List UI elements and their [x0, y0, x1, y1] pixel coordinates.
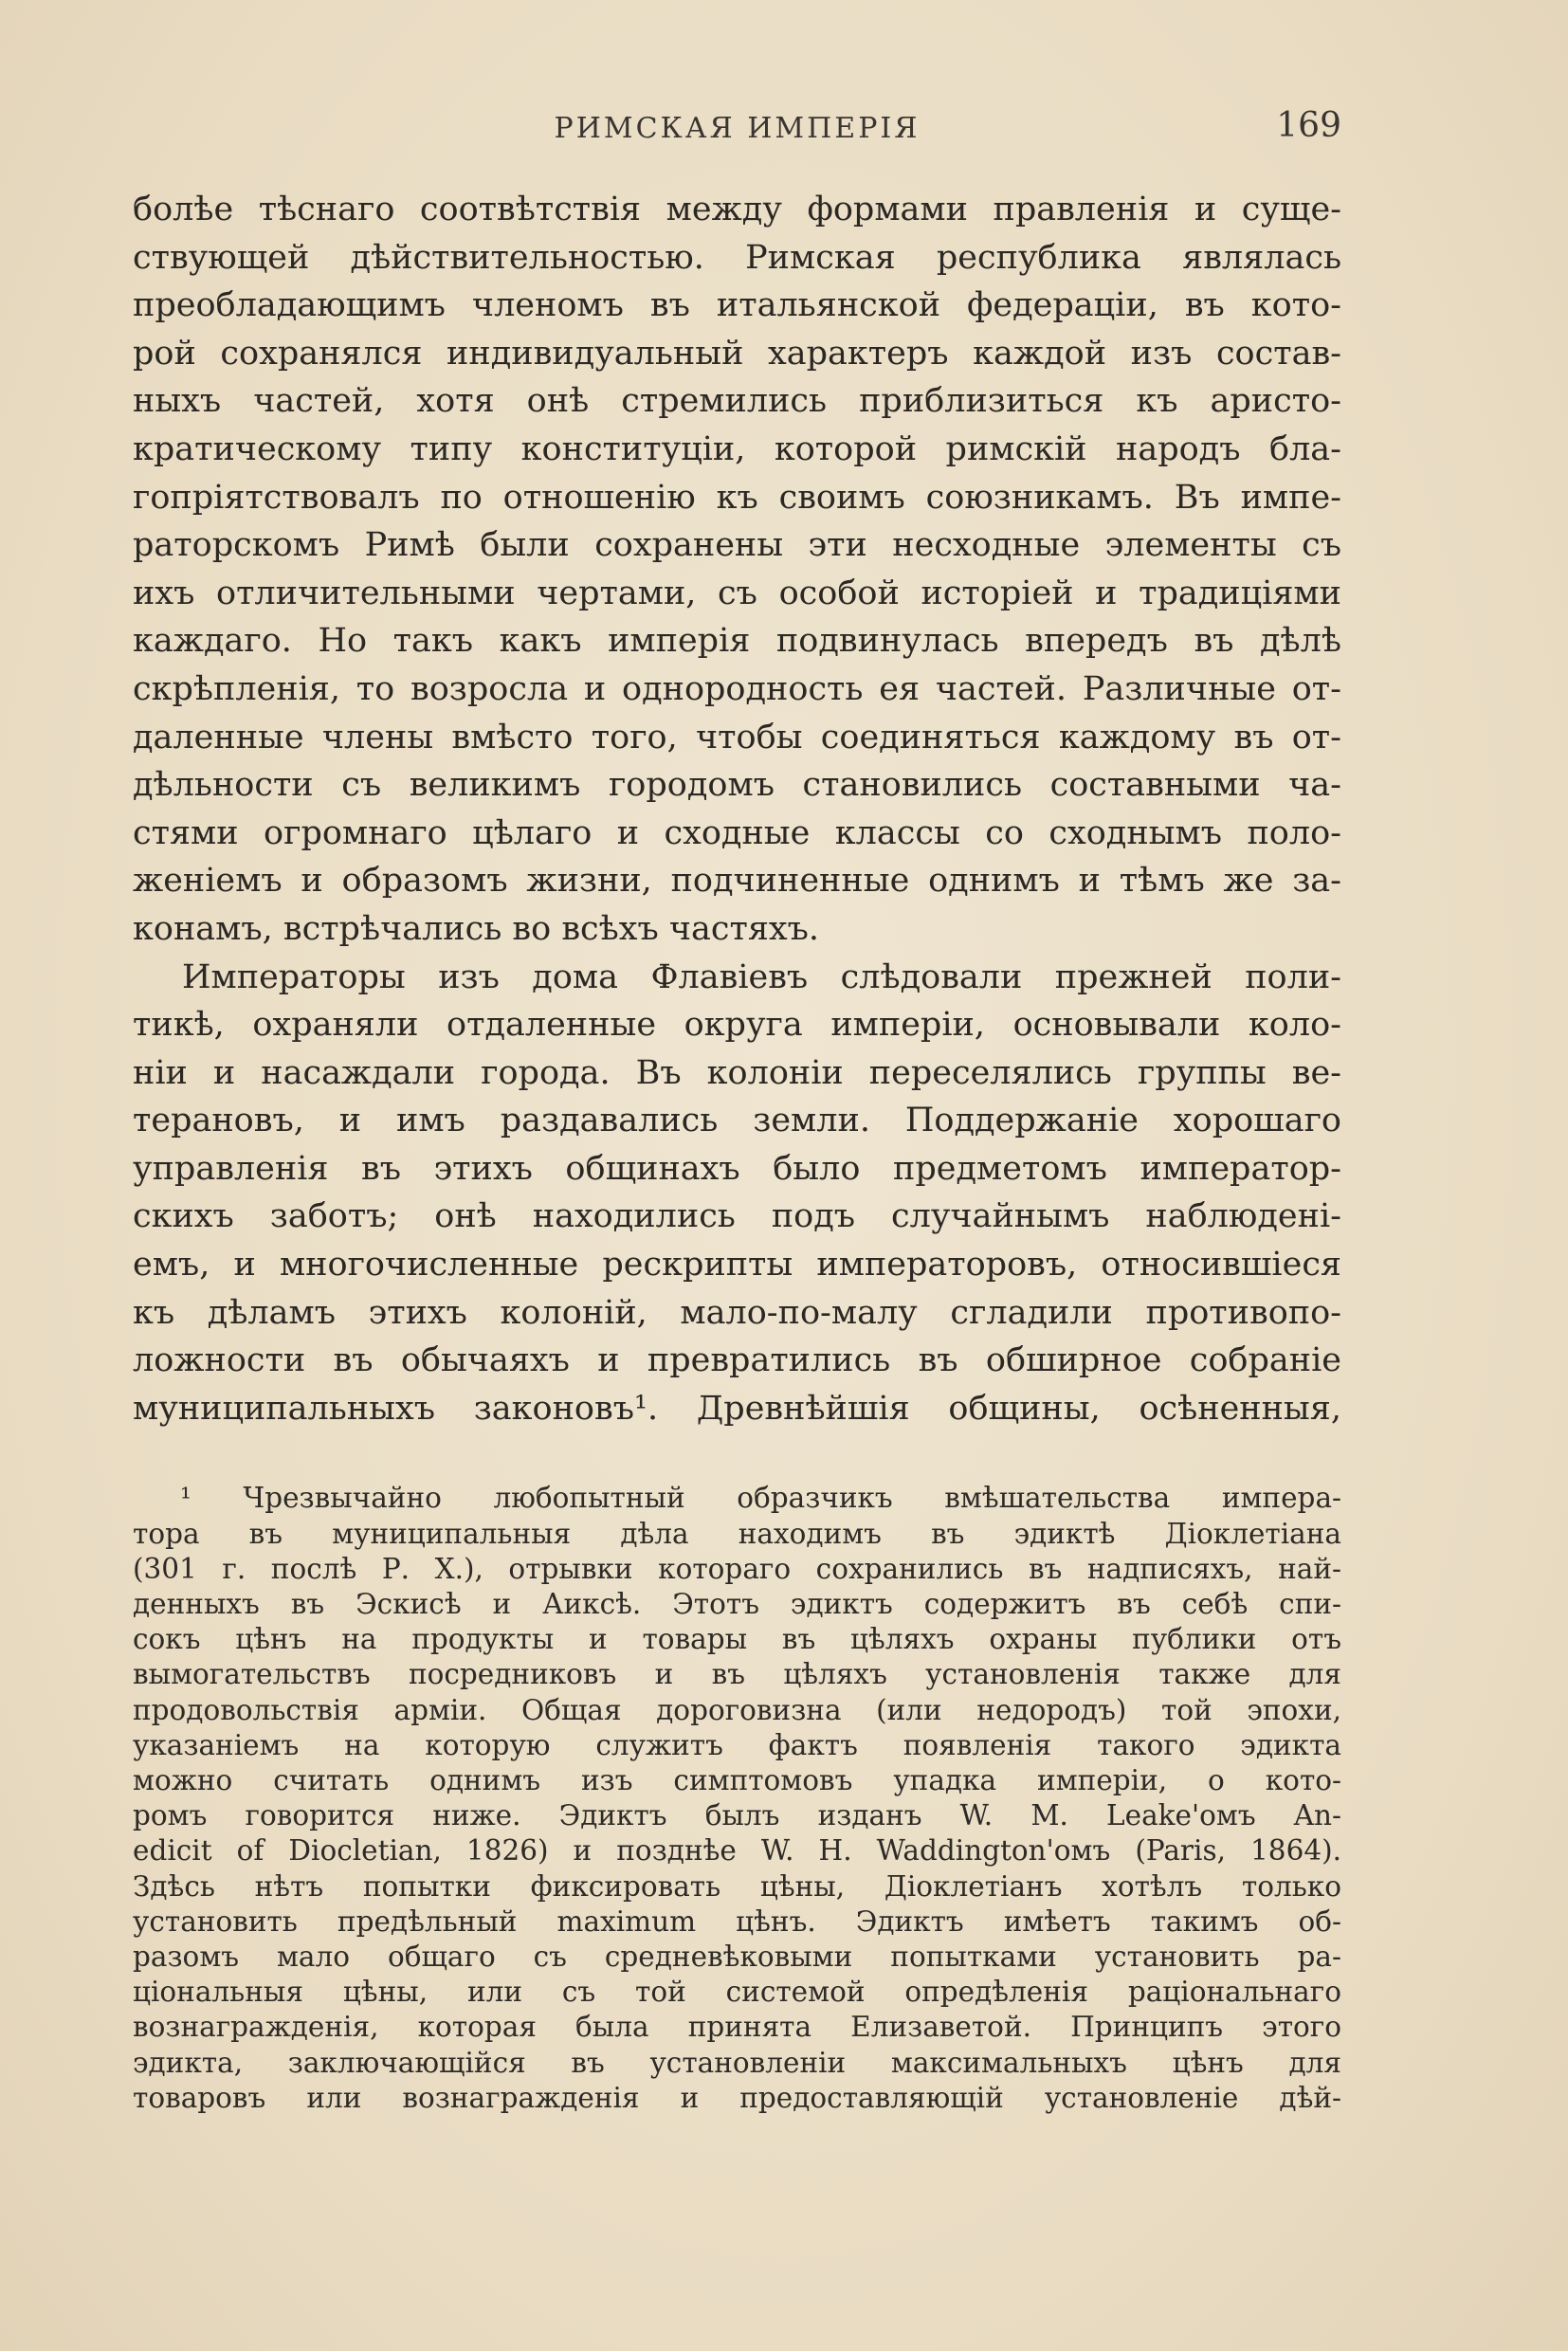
text-line: терановъ, и имъ раздавались земли. Поддержаніе хорошаго — [133, 1102, 1341, 1140]
footnote-line: Здѣсь нѣтъ попытки фиксировать цѣны, Діоклетіанъ хотѣлъ только — [133, 1869, 1341, 1903]
book-page — [133, 102, 1341, 2116]
text-line: даленные члены вмѣсто того, чтобы соединяться каждому въ от- — [133, 718, 1341, 756]
running-title: РИМСКАЯ ИМПЕРІЯ — [554, 112, 921, 145]
page-number: 169 — [1276, 106, 1341, 145]
running-head — [133, 102, 1341, 159]
footnote-line: ціональныя цѣны, или съ той системой опредѣленія раціональнаго — [133, 1976, 1341, 2009]
main-text — [133, 186, 1341, 1432]
text-line: скрѣпленія, то возросла и однородность ея частей. Различные от- — [133, 669, 1341, 708]
footnote-line: вымогательствъ посредниковъ и въ цѣляхъ установленія также для — [133, 1658, 1341, 1691]
text-line: каждаго. Но такъ какъ имперія подвинулась впередъ въ дѣлѣ — [133, 622, 1341, 661]
text-line: скихъ заботъ; онѣ находились подъ случайнымъ наблюдені- — [133, 1197, 1341, 1236]
footnote-line: (301 г. послѣ Р. Х.), отрывки котораго сохранились въ надписяхъ, най- — [133, 1552, 1341, 1585]
text-line: раторскомъ Римѣ были сохранены эти несходные элементы съ — [133, 526, 1341, 565]
footnote — [133, 1481, 1341, 2116]
text-line: емъ, и многочисленные рескрипты императоровъ, относившіеся — [133, 1246, 1341, 1285]
text-line: преобладающимъ членомъ въ итальянской федераціи, въ кото- — [133, 286, 1341, 325]
footnote-line: можно считать однимъ изъ симптомовъ упадка имперіи, о кото- — [133, 1764, 1341, 1797]
footnote-line: денныхъ въ Эскисѣ и Аиксѣ. Этотъ эдиктъ содержитъ въ себѣ спи- — [133, 1588, 1341, 1621]
footnote-line: товаровъ или вознагражденія и предоставляющій установленіе дѣй- — [133, 2081, 1341, 2114]
footnote-line: указаніемъ на которую служитъ фактъ появленія такого эдикта — [133, 1728, 1341, 1761]
text-line: дѣльности съ великимъ городомъ становились составными ча- — [133, 766, 1341, 805]
text-line: ложности въ обычаяхъ и превратились въ обширное собраніе — [133, 1341, 1341, 1380]
text-line: ніи и насаждали города. Въ колоніи переселялись группы ве- — [133, 1053, 1341, 1092]
footnote-line: вознагражденія, которая была принята Елизаветой. Принципъ этого — [133, 2011, 1341, 2044]
footnote-line: сокъ цѣнъ на продукты и товары въ цѣляхъ охраны публики отъ — [133, 1623, 1341, 1656]
text-line: Императоры изъ дома Флавіевъ слѣдовали прежней поли- — [182, 957, 1341, 996]
text-line: стями огромнаго цѣлаго и сходные классы со сходнымъ поло- — [133, 813, 1341, 852]
text-line: ихъ отличительными чертами, съ особой исторіей и традиціями — [133, 574, 1341, 612]
footnote-line: тора въ муниципальныя дѣла находимъ въ эдиктѣ Діоклетіана — [133, 1517, 1341, 1550]
text-line: кратическому типу конституціи, которой римскій народъ бла- — [133, 429, 1341, 468]
text-line: рой сохранялся индивидуальный характеръ каждой изъ состав- — [133, 334, 1341, 373]
text-line: ствующей дѣйствительностью. Римская республика являлась — [133, 238, 1341, 277]
footnote-line: продовольствія арміи. Общая дороговизна (или недородъ) той эпохи, — [133, 1693, 1341, 1726]
footnote-line: эдикта, заключающійся въ установленіи максимальныхъ цѣнъ для — [133, 2046, 1341, 2079]
text-line: ныхъ частей, хотя онѣ стремились приблизиться къ аристо- — [133, 382, 1341, 421]
footnote-line: ¹ Чрезвычайно любопытный образчикъ вмѣшательства импера- — [180, 1482, 1341, 1515]
text-line: гопріятствовалъ по отношенію къ своимъ союзникамъ. Въ импе- — [133, 478, 1341, 517]
footnote-line: edicit of Diocletian, 1826) и позднѣе W. H. Waddington'омъ (Paris, 1864). — [133, 1834, 1341, 1868]
footnote-line: ромъ говорится ниже. Эдиктъ былъ изданъ W. M. Leake'омъ An- — [133, 1799, 1341, 1832]
text-line: къ дѣламъ этихъ колоній, мало-по-малу сгладили противопо- — [133, 1293, 1341, 1332]
text-line: тикѣ, охраняли отдаленные округа имперіи, основывали коло- — [133, 1006, 1341, 1045]
text-line: болѣе тѣснаго соотвѣтствія между формами правленія и суще- — [133, 191, 1341, 228]
text-line: женіемъ и образомъ жизни, подчиненные однимъ и тѣмъ же за- — [133, 862, 1341, 901]
footnote-separator — [133, 1465, 1341, 1466]
footnote-line: разомъ мало общаго съ средневѣковыми попытками установить ра- — [133, 1941, 1341, 1974]
text-line: муниципальныхъ законовъ¹. Древнѣйшія общины, осѣненныя, — [133, 1389, 1341, 1428]
footnote-line: установить предѣльный maximum цѣнъ. Эдиктъ имѣетъ такимъ об- — [133, 1904, 1341, 1938]
text-line: управленія въ этихъ общинахъ было предметомъ император- — [133, 1149, 1341, 1188]
text-line: конамъ, встрѣчались во всѣхъ частяхъ. — [133, 909, 820, 948]
